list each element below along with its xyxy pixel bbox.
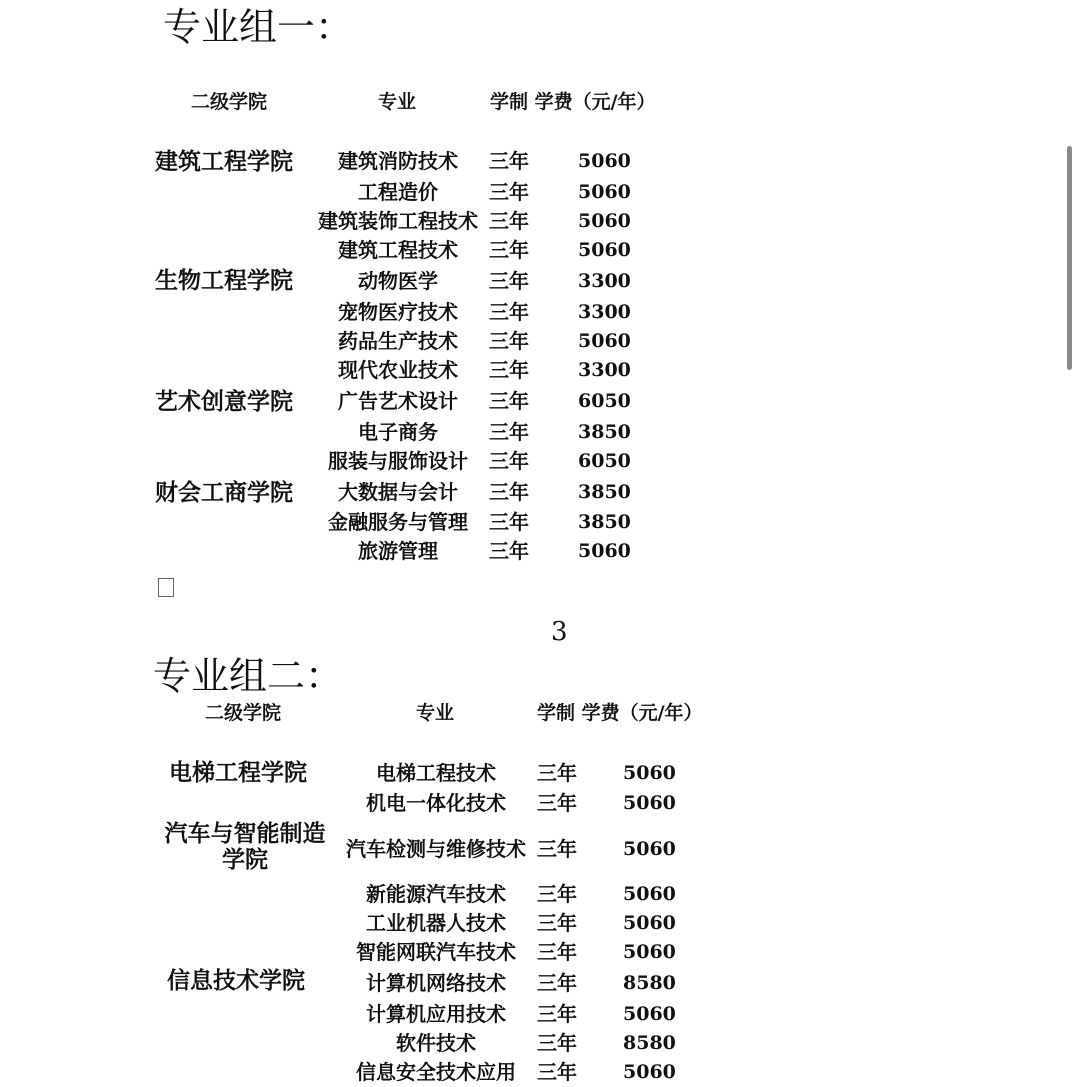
duration: 三年: [489, 420, 529, 444]
college-label-line: 汽车与智能制造: [164, 821, 326, 847]
duration: 三年: [537, 761, 577, 785]
duration: 三年: [489, 510, 529, 534]
tuition-fee: 3300: [578, 359, 631, 381]
duration: 三年: [489, 329, 529, 353]
major-name: 药品生产技术: [338, 329, 458, 353]
tuition-fee: 5060: [623, 912, 676, 934]
duration: 三年: [489, 149, 529, 173]
duration: 三年: [489, 238, 529, 262]
duration: 三年: [489, 480, 529, 504]
major-name: 计算机应用技术: [366, 1002, 506, 1026]
major-name: 服装与服饰设计: [328, 449, 468, 473]
tuition-fee: 6050: [578, 450, 631, 472]
duration: 三年: [537, 971, 577, 995]
tuition-fee: 5060: [578, 330, 631, 352]
group2-header-college: 二级学院: [205, 702, 282, 724]
college-label: 财会工商学院: [155, 480, 293, 506]
college-label: 艺术创意学院: [155, 389, 293, 415]
tuition-fee: 6050: [578, 390, 631, 412]
major-name: 信息安全技术应用: [356, 1060, 516, 1084]
college-label: 信息技术学院: [167, 968, 305, 994]
major-name: 广告艺术设计: [338, 389, 458, 413]
major-name: 电子商务: [358, 420, 438, 444]
college-label: 电梯工程学院: [169, 760, 307, 786]
tuition-fee: 5060: [623, 1003, 676, 1025]
tuition-fee: 5060: [623, 883, 676, 905]
page-number: 3: [551, 617, 568, 647]
tuition-fee: 5060: [578, 181, 631, 203]
tuition-fee: 5060: [578, 210, 631, 232]
tuition-fee: 5060: [623, 762, 676, 784]
major-name: 现代农业技术: [338, 358, 458, 382]
duration: 三年: [489, 300, 529, 324]
tuition-fee: 5060: [578, 540, 631, 562]
college-label-multiline: [155, 821, 335, 874]
tuition-fee: 3850: [578, 481, 631, 503]
duration: 三年: [489, 539, 529, 563]
tuition-fee: 5060: [578, 150, 631, 172]
duration: 三年: [489, 358, 529, 382]
tuition-fee: 5060: [578, 239, 631, 261]
duration: 三年: [537, 1031, 577, 1055]
major-name: 动物医学: [358, 269, 438, 293]
tuition-fee: 5060: [623, 941, 676, 963]
duration: 三年: [489, 269, 529, 293]
group1-title: 专业组一：: [163, 5, 354, 49]
tuition-fee: 8580: [623, 972, 676, 994]
tuition-fee: 5060: [623, 838, 676, 860]
major-name: 智能网联汽车技术: [356, 940, 516, 964]
duration: 三年: [537, 940, 577, 964]
major-name: 汽车检测与维修技术: [346, 837, 526, 861]
tuition-fee: 3300: [578, 301, 631, 323]
major-name: 机电一体化技术: [366, 791, 506, 815]
major-name: 电梯工程技术: [376, 761, 496, 785]
duration: 三年: [489, 449, 529, 473]
empty-checkbox[interactable]: [158, 578, 174, 597]
group2-title: 专业组二：: [153, 654, 344, 698]
tuition-fee: 3300: [578, 270, 631, 292]
major-name: 建筑装饰工程技术: [318, 209, 478, 233]
duration: 三年: [537, 882, 577, 906]
major-name: 金融服务与管理: [328, 510, 468, 534]
group1-header-major: 专业: [378, 91, 417, 113]
group1-header-duration-fee: 学制 学费（元/年）: [490, 91, 656, 113]
vertical-scrollbar[interactable]: [1067, 146, 1072, 370]
tuition-fee: 8580: [623, 1032, 676, 1054]
duration: 三年: [537, 911, 577, 935]
tuition-fee: 3850: [578, 421, 631, 443]
major-name: 旅游管理: [358, 539, 438, 563]
major-name: 工程造价: [358, 180, 438, 204]
major-name: 新能源汽车技术: [366, 882, 506, 906]
duration: 三年: [489, 389, 529, 413]
major-name: 宠物医疗技术: [338, 300, 458, 324]
college-label: 生物工程学院: [155, 268, 293, 294]
duration: 三年: [537, 791, 577, 815]
tuition-fee: 5060: [623, 792, 676, 814]
duration: 三年: [537, 837, 577, 861]
college-label: 建筑工程学院: [155, 149, 293, 175]
major-name: 大数据与会计: [338, 480, 458, 504]
major-name: 建筑工程技术: [338, 238, 458, 262]
group2-header-duration-fee: 学制 学费（元/年）: [537, 702, 703, 724]
college-label-line: 学院: [222, 847, 268, 874]
duration: 三年: [489, 209, 529, 233]
duration: 三年: [537, 1002, 577, 1026]
group1-header-college: 二级学院: [191, 91, 268, 113]
duration: 三年: [489, 180, 529, 204]
major-name: 建筑消防技术: [338, 149, 458, 173]
major-name: 软件技术: [396, 1031, 476, 1055]
major-name: 计算机网络技术: [366, 971, 506, 995]
group2-header-major: 专业: [416, 702, 455, 724]
duration: 三年: [537, 1060, 577, 1084]
tuition-fee: 3850: [578, 511, 631, 533]
major-name: 工业机器人技术: [366, 911, 506, 935]
tuition-fee: 5060: [623, 1061, 676, 1083]
